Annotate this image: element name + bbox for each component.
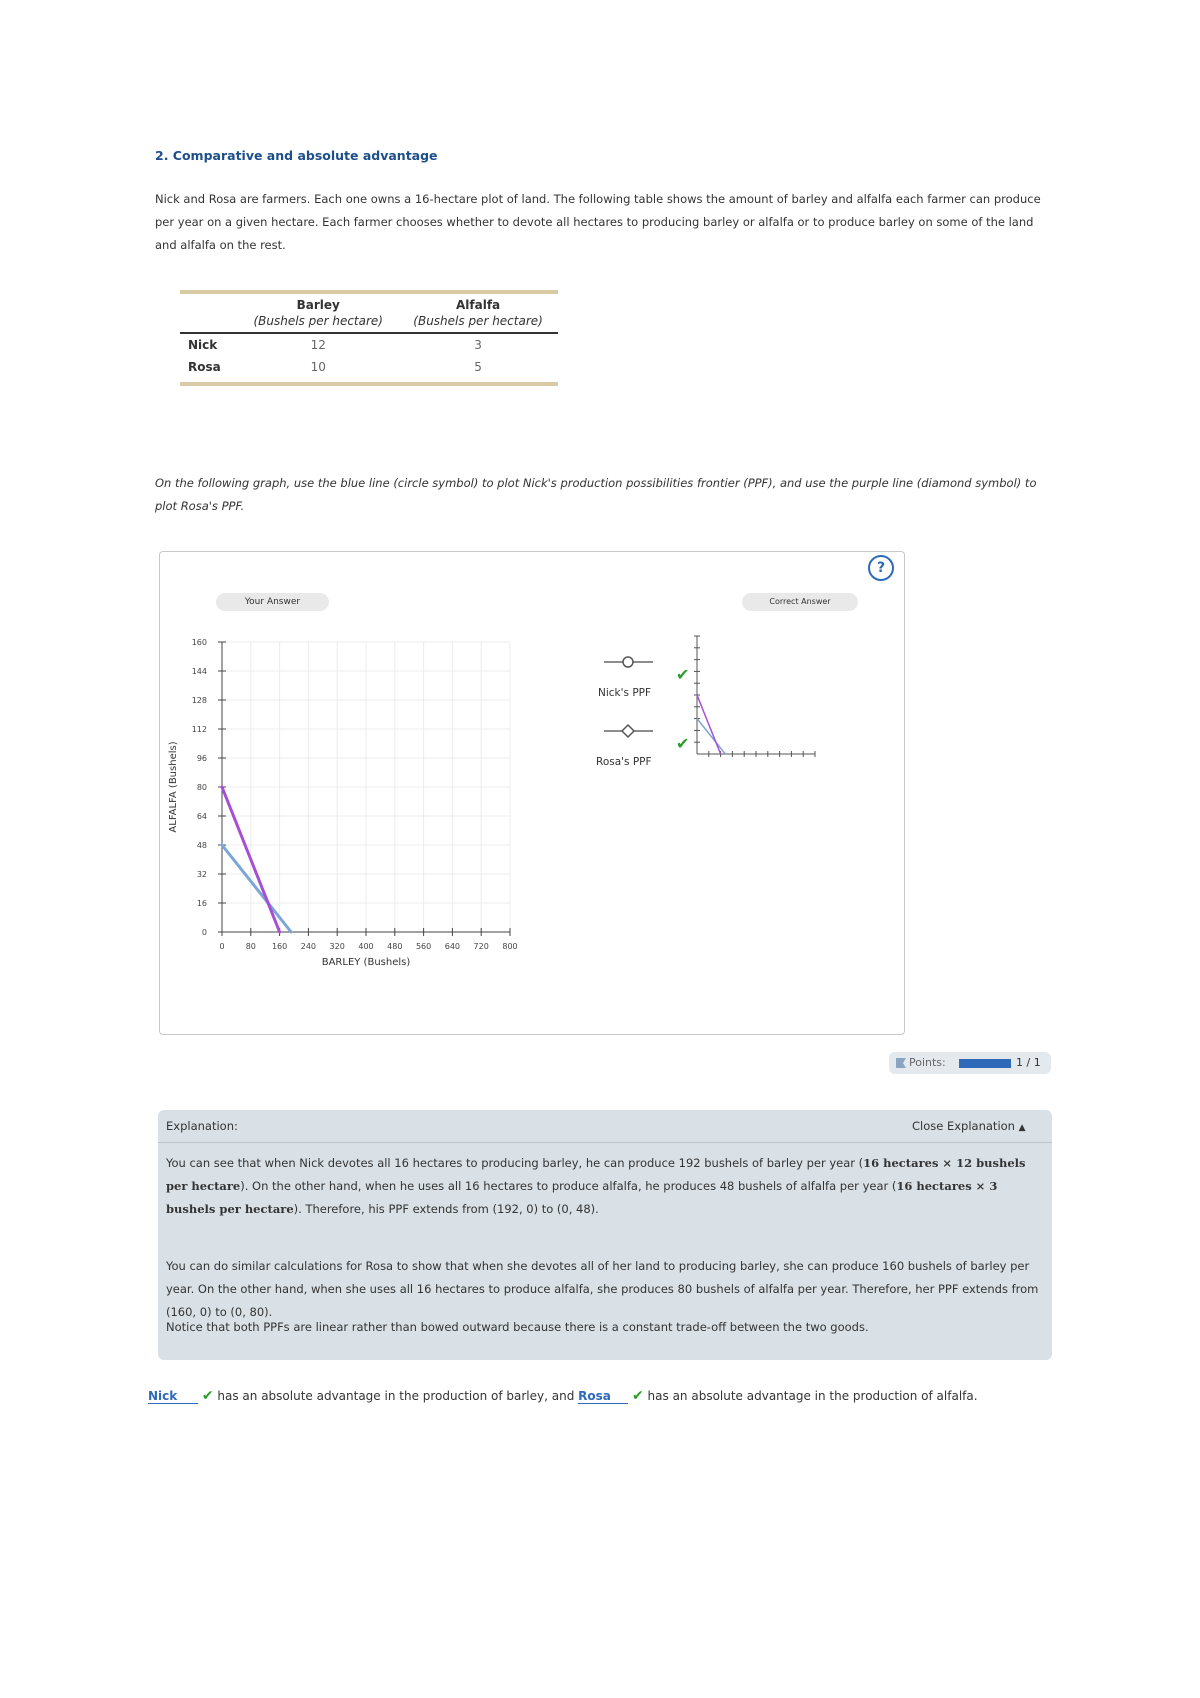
explanation-panel (158, 1110, 1052, 1360)
series (222, 787, 291, 932)
help-icon[interactable]: ? (868, 555, 894, 581)
table-unit-barley: (Bushels per hectare) (238, 312, 398, 333)
question-intro: Nick and Rosa are farmers. Each one owns a 16-hectare plot of land. The following table shows the amount of barley and alfalfa each farmer can produce per year on a given hectare. Each farmer chooses whether to devote all hectares to producing barley or alfalfa or to produce barley on some of the land and alfalfa on the rest. (155, 192, 1041, 252)
explanation-text: ). Therefore, his PPF extends from (192, 0) to (0, 48). (293, 1202, 599, 1216)
x-tick-label: 640 (444, 942, 461, 951)
y-tick-label: 160 (191, 638, 207, 647)
graph-panel (159, 551, 905, 1035)
ppf-line-nick (222, 845, 291, 932)
table-row-name: Rosa (180, 356, 238, 384)
y-tick-label: 144 (191, 667, 207, 676)
check-icon: ✔ (676, 734, 690, 753)
y-tick-label: 64 (196, 812, 207, 821)
x-tick-label: 80 (245, 942, 256, 951)
flag-icon (896, 1058, 906, 1068)
explanation-paragraph-1 (166, 1152, 1044, 1221)
check-icon: ✔ (676, 665, 690, 684)
thumb-ppf-line-nick (697, 719, 725, 754)
table-header-alfalfa: Alfalfa (398, 292, 558, 312)
rosa-ppf-tool[interactable] (604, 725, 653, 737)
table-unit-alfalfa: (Bushels per hectare) (398, 312, 558, 333)
answer-sentence (148, 1388, 978, 1404)
y-tick-label: 48 (196, 841, 207, 850)
question-title: 2. Comparative and absolute advantage (155, 148, 438, 163)
table-cell-alfalfa: 5 (398, 356, 558, 384)
explanation-math: 16 hectares × 12 bushels per hectare (166, 1156, 1026, 1193)
table-cell-barley: 10 (238, 356, 398, 384)
close-explanation-button[interactable] (912, 1119, 1026, 1133)
table-row (180, 333, 558, 356)
correct-answer-tab[interactable]: Correct Answer (742, 593, 858, 611)
y-axis-label: ALFALFA (Bushels) (168, 741, 179, 833)
grid (222, 642, 510, 932)
x-tick-label: 0 (219, 942, 225, 951)
chevron-up-icon: ▲ (1018, 1123, 1026, 1133)
your-answer-tab[interactable]: Your Answer (216, 593, 329, 611)
table-header-barley: Barley (238, 292, 398, 312)
answer-text-1: has an absolute advantage in the production of barley, and (217, 1389, 575, 1403)
nick-ppf-tool[interactable] (604, 657, 653, 667)
thumb-ppf-line-rosa (697, 695, 721, 754)
x-tick-label: 800 (502, 942, 518, 951)
close-explanation-label: Close Explanation (912, 1119, 1015, 1133)
answer-blank-2[interactable]: Rosa (578, 1389, 628, 1404)
correct-answer-thumbnail (694, 636, 815, 757)
y-tick-label: 112 (191, 725, 207, 734)
table-cell-barley: 12 (310, 338, 326, 352)
x-tick-label: 240 (300, 942, 317, 951)
answer-text-2: has an absolute advantage in the production of alfalfa. (647, 1389, 978, 1403)
table-cell-alfalfa: 3 (474, 338, 482, 352)
explanation-paragraph-3: Notice that both PPFs are linear rather than bowed outward because there is a constant trade-off between the two goods. (166, 1320, 869, 1334)
points-bar-fill (959, 1059, 1011, 1068)
explanation-header (158, 1110, 1052, 1143)
x-tick-label: 160 (271, 942, 288, 951)
points-indicator (889, 1052, 1051, 1074)
table-row (180, 356, 558, 384)
nick-ppf-label: Nick's PPF (598, 687, 652, 699)
explanation-text: ). On the other hand, when he uses all 16 hectares to produce alfalfa, he produces 48 bushels of alfalfa per year ( (240, 1179, 897, 1193)
y-tick-label: 128 (191, 696, 207, 705)
table-row-name: Nick (188, 338, 218, 352)
rosa-ppf-label: Rosa's PPF (596, 756, 652, 768)
explanation-text: You can see that when Nick devotes all 16 hectares to producing barley, he can produce 192 bushels of barley per year ( (166, 1156, 864, 1170)
x-axis-label: BARLEY (Bushels) (321, 957, 411, 968)
y-tick-label: 96 (196, 754, 207, 763)
graph-instruction: On the following graph, use the blue line (circle symbol) to plot Nick's production possibilities frontier (PPF), and use the purple line (diamond symbol) to plot Rosa's PPF. (155, 476, 1037, 513)
explanation-paragraph-2: You can do similar calculations for Rosa to show that when she devotes all of her land to producing barley, she can produce 160 bushels of barley per year. On the other hand, when she uses all 16 hectares to produce alfalfa, she produces 80 bushels of alfalfa per year. Therefore, her PPF extends from (160, 0) to (0, 80). (166, 1259, 1039, 1319)
x-tick-label: 480 (387, 942, 403, 951)
y-tick-label: 16 (196, 899, 207, 908)
x-tick-label: 560 (415, 942, 432, 951)
table-header-blank (180, 292, 238, 312)
y-tick-label: 32 (196, 870, 207, 879)
y-tick-label: 80 (196, 783, 207, 792)
ppf-graph[interactable] (160, 552, 904, 1034)
check-icon: ✔ (631, 1388, 644, 1404)
circle-icon (623, 657, 633, 667)
points-score: 1 / 1 (1016, 1056, 1041, 1069)
check-icon: ✔ (201, 1388, 214, 1404)
x-tick-label: 720 (473, 942, 489, 951)
production-table (180, 290, 558, 386)
x-tick-label: 400 (358, 942, 374, 951)
x-tick-label: 320 (329, 942, 345, 951)
explanation-label: Explanation: (166, 1119, 238, 1133)
table-unit-blank (180, 312, 238, 333)
diamond-icon (622, 725, 634, 737)
points-label: Points: (909, 1056, 946, 1069)
answer-blank-1[interactable]: Nick (148, 1389, 198, 1404)
points-bar (959, 1059, 1011, 1068)
explanation-math: 16 hectares × 3 bushels per hectare (166, 1179, 998, 1216)
y-tick-label: 0 (201, 928, 207, 937)
axes (192, 638, 518, 951)
